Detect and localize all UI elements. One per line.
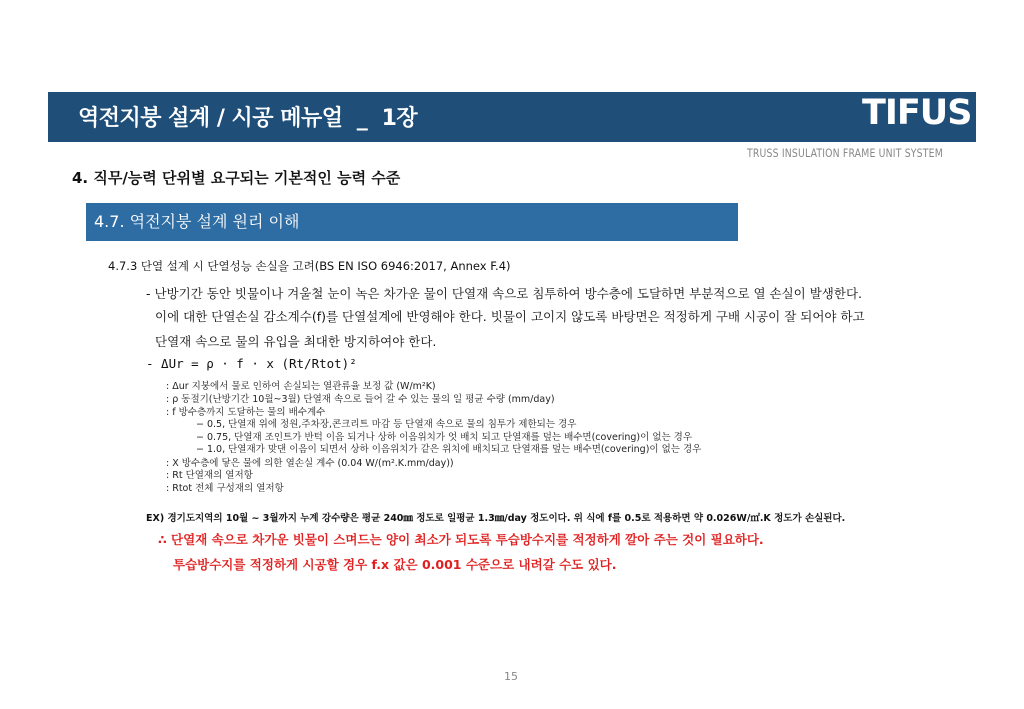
conclusion-line: 투습방수지를 적정하게 시공할 경우 f.x 값은 0.001 수준으로 내려갈 수도 있다.	[173, 557, 617, 572]
definition-subline: − 0.75, 단열재 조인트가 반턱 이음 되거나 상하 이음위치가 엇 배치 되고 단열재를 덮는 배수면(covering)이 없는 경우	[196, 432, 693, 443]
definition-line: : ρ 동절기(난방기간 10월~3월) 단열재 속으로 들어 갈 수 있는 물의 일 평균 수량 (mm/day)	[166, 394, 555, 405]
logo-subtitle: TRUSS INSULATION FRAME UNIT SYSTEM	[747, 146, 943, 160]
example-text: EX) 경기도지역의 10월 ~ 3월까지 누계 강수량은 평균 240㎜ 정도로 일평균 1.3㎜/day 정도이다. 위 식에 f를 0.5로 적용하면 약 0.026W/㎡.K 정도가 손실된다.	[146, 513, 846, 524]
paragraph-line: 이에 대한 단열손실 감소계수(f)를 단열설계에 반영해야 한다. 빗물이 고이지 않도록 바탕면은 적정하게 구배 시공이 잘 되어야 하고	[155, 309, 865, 324]
paragraph-line: - 난방기간 동안 빗물이나 겨울철 눈이 녹은 차가운 물이 단열재 속으로 침투하여 방수층에 도달하면 부분적으로 열 손실이 발생한다.	[146, 286, 863, 301]
tifus-logo: TIFUS	[862, 93, 972, 133]
formula: - ΔUr = ρ · f · x (Rt/Rtot)²	[146, 356, 357, 371]
definition-subline: − 0.5, 단열재 위에 정원,주차장,콘크리트 마감 등 단열재 속으로 물의 침투가 제한되는 경우	[196, 419, 577, 430]
definition-line: : X 방수층에 닿은 물에 의한 열손실 계수 (0.04 W/(m².K.mm/day))	[166, 458, 454, 469]
section-heading: 4. 직무/능력 단위별 요구되는 기본적인 능력 수준	[72, 169, 401, 187]
item-title: 4.7.3 단열 설계 시 단열성능 손실을 고려(BS EN ISO 6946:2017, Annex F.4)	[108, 259, 511, 273]
definition-line: : Rtot 전체 구성재의 열저항	[166, 483, 284, 494]
page-number: 15	[504, 670, 518, 683]
page-title: 역전지붕 설계 / 시공 메뉴얼 _ 1장	[78, 106, 418, 131]
definition-line: : Rt 단열재의 열저항	[166, 470, 253, 481]
subsection-title: 4.7. 역전지붕 설계 원리 이해	[94, 212, 300, 231]
conclusion-line: ∴ 단열재 속으로 차가운 빗물이 스며드는 양이 최소가 되도록 투습방수지를 적정하게 깔아 주는 것이 필요하다.	[158, 532, 764, 547]
definition-line: : f 방수층까지 도달하는 물의 배수계수	[166, 407, 326, 418]
paragraph-line: 단열재 속으로 물의 유입을 최대한 방지하여야 한다.	[155, 334, 437, 349]
definition-subline: − 1.0, 단열재가 맞댄 이음이 되면서 상하 이음위치가 같은 위치에 배치되고 단열재를 덮는 배수면(covering)이 없는 경우	[196, 444, 702, 455]
definition-line: : Δur 지붕에서 물로 인하여 손실되는 열관류율 보정 값 (W/m²K)	[166, 381, 436, 392]
